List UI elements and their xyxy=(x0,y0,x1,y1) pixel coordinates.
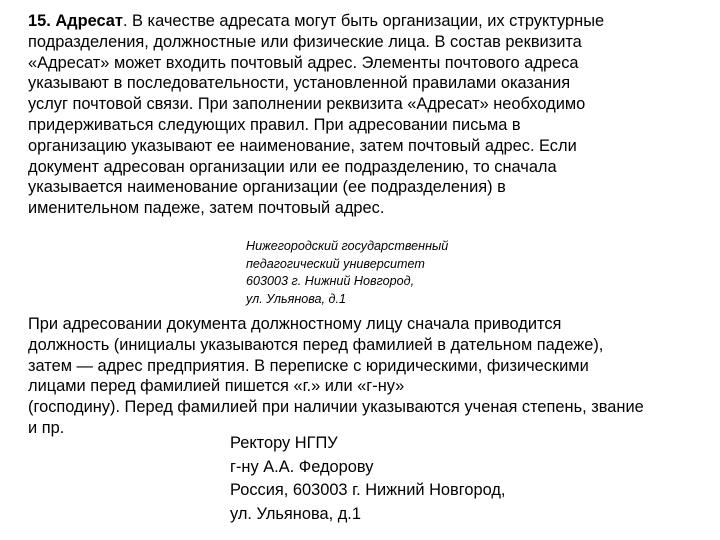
paragraph-line: (господину). Перед фамилией при наличии указываются ученая степень, звание xyxy=(28,398,644,417)
address-line: ул. Ульянова, д.1 xyxy=(230,504,361,523)
address-line: ул. Ульянова, д.1 xyxy=(246,291,347,306)
paragraph-line: документ адресован организации или ее подразделению, то сначала xyxy=(28,157,557,176)
example-organization-address xyxy=(246,238,448,308)
address-line: Ректору НГПУ xyxy=(230,434,338,452)
address-line: г-ну А.А. Федорову xyxy=(230,457,374,476)
paragraph-line-text: . В качестве адресата могут быть организации, их структурные xyxy=(122,12,605,30)
paragraph-line: организацию указывают ее наименование, затем почтовый адрес. Если xyxy=(28,136,577,155)
paragraph-line: должность (инициалы указываются перед фамилией в дательном падеже), xyxy=(28,335,604,354)
section-paragraph-two xyxy=(28,314,644,439)
paragraph-line: лицами перед фамилией пишется «г.» или «г-ну» xyxy=(28,377,405,396)
paragraph-line: При адресовании документа должностному лицу сначала приводится xyxy=(28,315,562,333)
section-paragraph-one xyxy=(28,11,604,219)
section-heading: 15. Адресат xyxy=(28,12,123,30)
address-line: Нижегородский государственный xyxy=(246,239,449,253)
paragraph-line: указывают в последовательности, установленной правилами оказания xyxy=(28,74,571,93)
address-line: педагогический университет xyxy=(246,256,425,271)
example-person-address xyxy=(230,432,505,526)
address-line: 603003 г. Нижний Новгород, xyxy=(246,274,415,289)
paragraph-line: «Адресат» может входить почтовый адрес. Элементы почтового адреса xyxy=(28,53,579,72)
paragraph-line: затем — адрес предприятия. В переписке с юридическими, физическими xyxy=(28,356,589,375)
paragraph-line: подразделения, должностные или физические лица. В состав реквизита xyxy=(28,32,582,51)
paragraph-line: и пр. xyxy=(28,418,65,437)
paragraph-line: услуг почтовой связи. При заполнении реквизита «Адресат» необходимо xyxy=(28,95,586,114)
paragraph-line: именительном падеже, затем почтовый адрес. xyxy=(28,199,385,218)
address-line: Россия, 603003 г. Нижний Новгород, xyxy=(230,481,506,499)
paragraph-line: придерживаться следующих правил. При адресовании письма в xyxy=(28,115,521,134)
paragraph-line: указывается наименование организации (ее подразделения) в xyxy=(28,178,506,197)
paragraph-line xyxy=(28,11,604,32)
